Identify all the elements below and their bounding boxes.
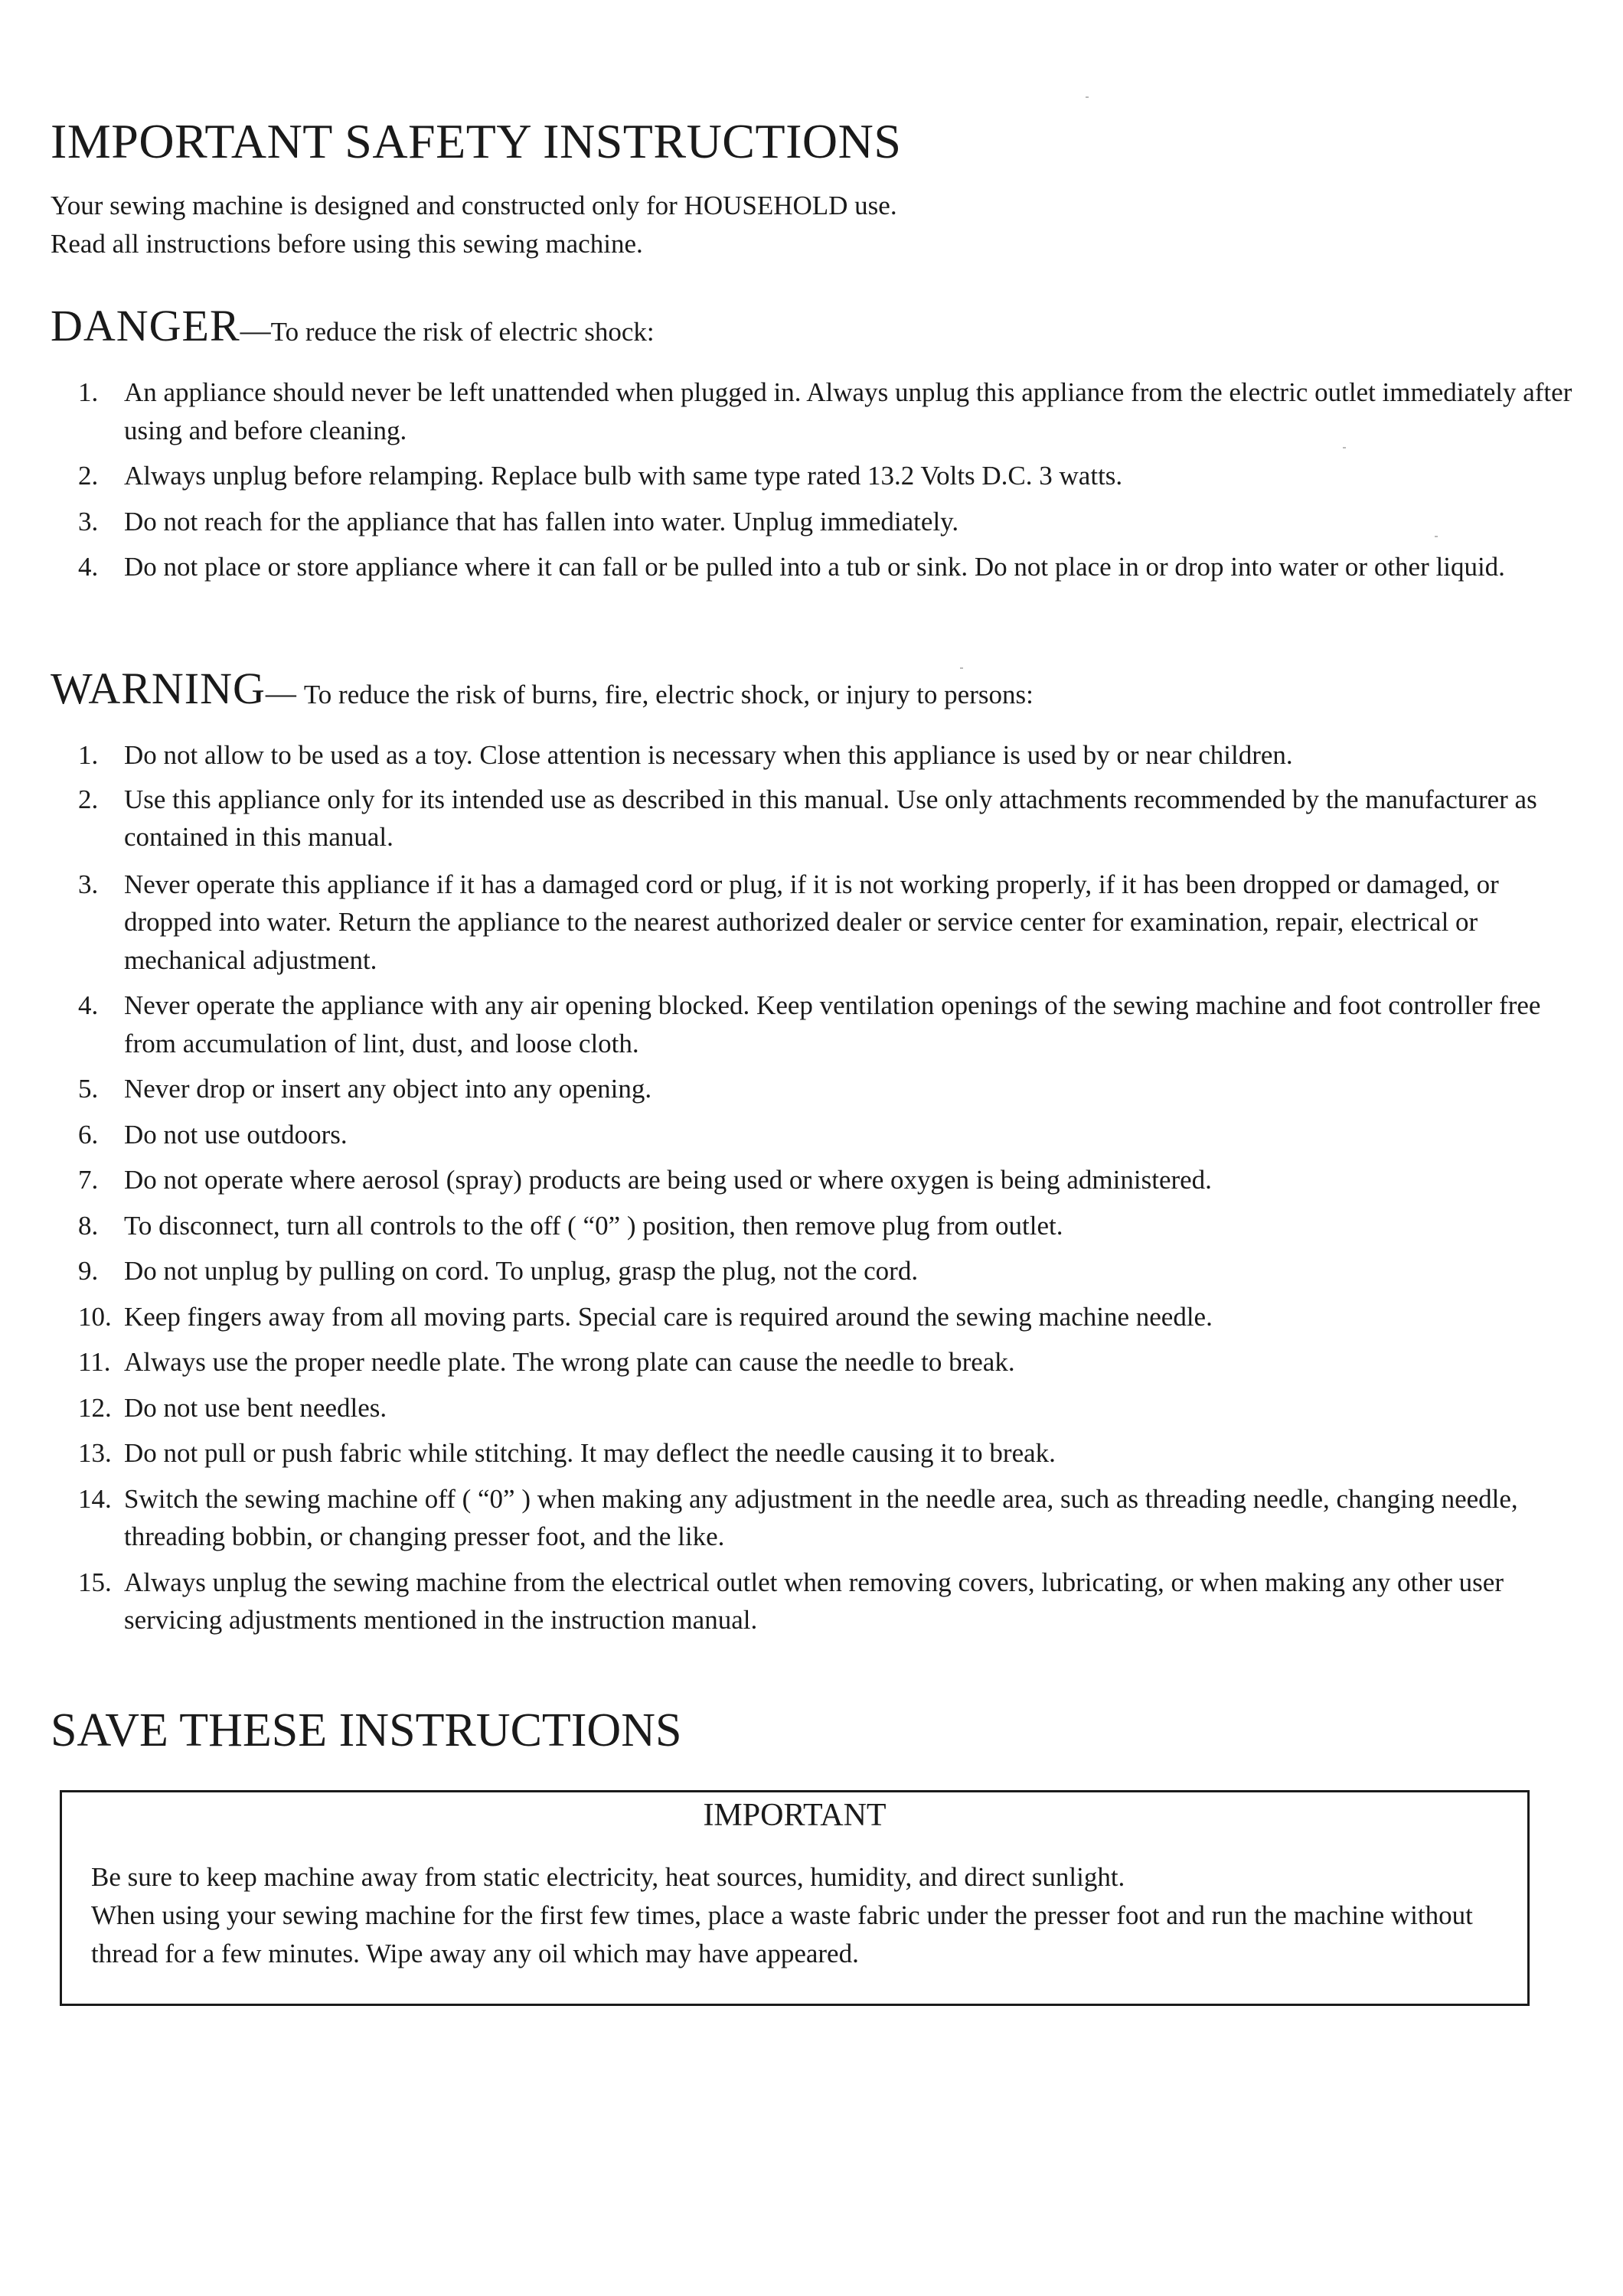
list-item: 7. Do not operate where aerosol (spray) products are being used or where oxygen is being administered. [78, 1165, 1212, 1195]
list-item: 4. Do not place or store appliance where it can fall or be pulled into a tub or sink. Do not place in or drop into water or other liquid. [78, 552, 1505, 582]
list-item: 3. Never operate this appliance if it has a damaged cord or plug, if it is not working properly, if it has been dropped or damaged, or dropped into water. Return the appliance to the nearest authorized dealer or service center for examination, repair, electrical or mechanical adjustment. [78, 869, 1499, 975]
intro-line: Your sewing machine is designed and constructed only for HOUSEHOLD use. [51, 191, 897, 220]
important-line: When using your sewing machine for the first few times, place a waste fabric under the presser foot and run the machine without thread for a few minutes. Wipe away any oil which may have appeared. [91, 1900, 1473, 1968]
list-item: 9. Do not unplug by pulling on cord. To unplug, grasp the plug, not the cord. [78, 1256, 919, 1286]
list-item: 1. An appliance should never be left unattended when plugged in. Always unplug this appliance from the electric outlet immediately after using and before cleaning. [78, 377, 1572, 445]
page-title: IMPORTANT SAFETY INSTRUCTIONS [51, 114, 902, 168]
scan-speck [1343, 447, 1346, 448]
intro-text [51, 187, 897, 263]
list-item: 4. Never operate the appliance with any air opening blocked. Keep ventilation openings of the sewing machine and foot controller free from accumulation of lint, dust, and loose cloth. [78, 990, 1541, 1058]
list-item: 11. Always use the proper needle plate. The wrong plate can cause the needle to break. [78, 1347, 1015, 1377]
list-item: 13. Do not pull or push fabric while stitching. It may deflect the needle causing it to break. [78, 1438, 1056, 1468]
danger-title: DANGER [51, 301, 240, 351]
warning-title: WARNING [51, 664, 266, 713]
list-item: 6. Do not use outdoors. [78, 1119, 348, 1150]
scan-speck [1086, 96, 1089, 98]
scan-speck [1435, 536, 1438, 537]
save-heading: SAVE THESE INSTRUCTIONS [51, 1704, 682, 1756]
list-item: 2. Always unplug before relamping. Replace bulb with same type rated 13.2 Volts D.C. 3 watts. [78, 461, 1123, 491]
important-box-body [91, 1858, 1504, 1973]
scan-speck [960, 667, 963, 669]
list-item: 5. Never drop or insert any object into any opening. [78, 1074, 652, 1104]
list-item: 15. Always unplug the sewing machine from the electrical outlet when removing covers, lubricating, or when making any other user servicing adjustments mentioned in the instruction manual. [78, 1567, 1504, 1635]
intro-line: Read all instructions before using this sewing machine. [51, 229, 643, 259]
important-line: Be sure to keep machine away from static electricity, heat sources, humidity, and direct sunlight. [91, 1862, 1125, 1892]
list-item: 2. Use this appliance only for its intended use as described in this manual. Use only attachments recommended by the manufacturer as contained in this manual. [78, 784, 1537, 852]
list-item: 14. Switch the sewing machine off ( “0” ) when making any adjustment in the needle area, such as threading needle, changing needle, threading bobbin, or changing presser foot, and the like. [78, 1483, 1518, 1551]
list-item: 3. Do not reach for the appliance that has fallen into water. Unplug immediately. [78, 506, 959, 536]
list-item: 10. Keep fingers away from all moving parts. Special care is required around the sewing machine needle. [78, 1301, 1213, 1332]
warning-heading: WARNING— To reduce the risk of burns, fire, electric shock, or injury to persons: [51, 664, 1034, 713]
list-item: 12. Do not use bent needles. [78, 1392, 387, 1423]
important-box-heading: IMPORTANT [703, 1798, 887, 1833]
danger-list [51, 373, 1574, 586]
list-item: 8. To disconnect, turn all controls to the off ( “0” ) position, then remove plug from outlet. [78, 1210, 1063, 1241]
warning-list [51, 736, 1574, 1639]
warning-subtitle: To reduce the risk of burns, fire, electric shock, or injury to persons: [303, 680, 1034, 709]
list-item: 1. Do not allow to be used as a toy. Close attention is necessary when this appliance is used by or near children. [78, 740, 1293, 770]
danger-heading: DANGER—To reduce the risk of electric shock: [51, 301, 655, 351]
danger-subtitle: To reduce the risk of electric shock: [270, 317, 655, 347]
important-box [60, 1790, 1530, 2006]
